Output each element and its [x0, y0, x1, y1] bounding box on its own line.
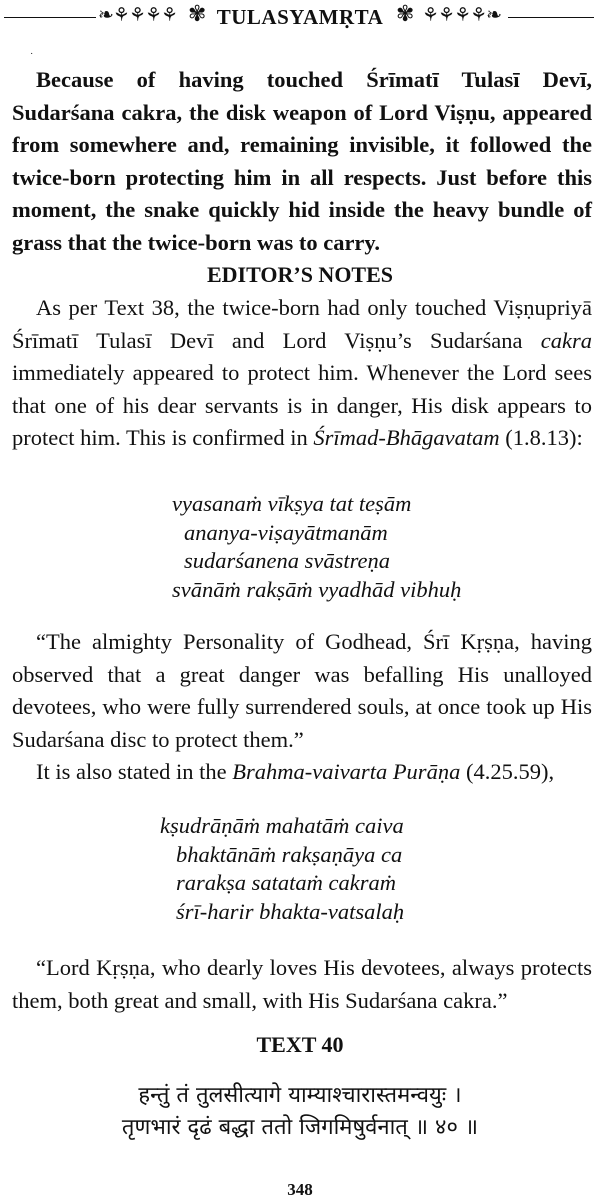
page-number: 348	[287, 1180, 313, 1199]
notes-text: It is also stated in the	[36, 759, 233, 784]
verse-translation	[12, 64, 592, 260]
notes-paragraph-1	[12, 292, 592, 455]
rosette-icon: ✾	[188, 2, 207, 27]
editors-notes-heading: EDITOR’S NOTES	[206, 262, 394, 287]
verse-line: bhaktānāṁ rakṣaṇāya ca	[176, 841, 403, 867]
verse-1-translation: “The almighty Personality of Godhead, Śrī Kṛṣṇa, having observed that a great danger was befalling His unalloyed devotees, who were fully surrendered souls, at once took up His Sudarśana disc to protect them.”	[12, 629, 592, 752]
notes-text: As per Text 38, the twice-born had only touched Viṣṇupriyā Śrīmatī Tulasī Devī and Lord Viṣṇu’s Sudarśana	[12, 295, 592, 353]
header-ornament-right: ⚘⚘⚘⚘❧	[422, 4, 502, 26]
verse-line: ananya-viṣayātmanām	[184, 519, 388, 545]
source-title: Brahma-vaivarta Purāṇa	[232, 759, 461, 784]
verse-line: kṣudrāṇāṁ mahatāṁ caiva	[160, 813, 404, 838]
notes-text: immediately appeared to protect him. Whenever the Lord sees that one of his dear servants is in danger, His disk appears to protect him. This is confirmed in	[12, 360, 592, 451]
running-header	[0, 0, 600, 36]
devanagari-line: तृणभारं दृढं बद्धा ततो जिगमिषुर्वनात् ॥ ४० ॥	[121, 1115, 479, 1140]
running-title: TULASYAMṚTA	[216, 5, 384, 29]
verse-2-translation: “Lord Kṛṣṇa, who dearly loves His devotees, always protects them, both great and small, with His Sudarśana cakra.”	[12, 955, 592, 1013]
verse-translation-paragraph: Because of having touched Śrīmatī Tulasī Devī, Sudarśana cakra, the disk weapon of Lord Viṣṇu, appeared from somewhere and, remaining invisible, it followed the twice-born protecting him in all respects. Just before this moment, the snake quickly hid inside the heavy bundle of grass that the twice-born was to carry.	[12, 67, 592, 255]
verse-line: vyasanaṁ vīkṣya tat teṣām	[172, 491, 412, 516]
verse-reference: (1.8.13):	[499, 425, 583, 451]
print-mark: ˙	[30, 52, 34, 63]
verse-line: śrī-harir bhakta-vatsalaḥ	[176, 898, 405, 924]
verse-line: sudarśanena svāstreṇa	[184, 548, 391, 573]
source-title: Śrīmad-Bhāgavatam	[313, 425, 500, 451]
header-rule-right	[508, 17, 594, 18]
sanskrit-verse-1	[172, 490, 461, 604]
notes-paragraph-2	[12, 756, 592, 789]
devanagari-line: हन्तुं तं तुलसीत्यागे याम्याश्चारास्तमन्वयुः ।	[138, 1083, 462, 1108]
verse-line: svānāṁ rakṣāṁ vyadhād vibhuḥ	[172, 576, 462, 602]
text-number-heading: TEXT 40	[256, 1032, 344, 1057]
rosette-icon: ✾	[396, 2, 415, 27]
cakra-term: cakra	[540, 327, 592, 353]
devanagari-verse	[0, 1080, 600, 1144]
verse-line: rarakṣa satataṁ cakraṁ	[176, 870, 396, 895]
verse-reference: (4.25.59),	[460, 759, 555, 784]
sanskrit-verse-2	[160, 812, 404, 926]
header-ornament-left: ❧⚘⚘⚘⚘	[98, 4, 178, 26]
